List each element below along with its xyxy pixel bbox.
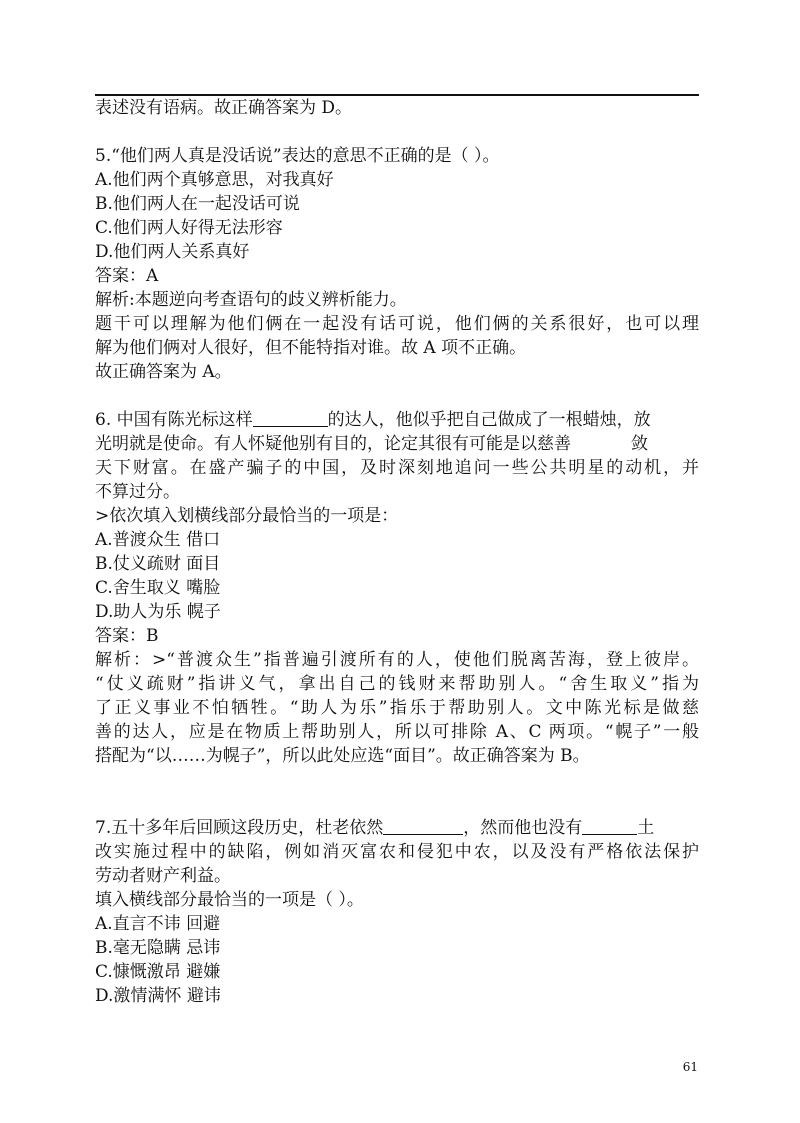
q6-analysis-line: “仗义疏财”指讲义气，拿出自己的钱财来帮助别人。“舍生取义”指为	[95, 674, 699, 694]
q5-option-b: B.他们两人在一起没话可说	[95, 194, 300, 214]
q5-option-c: C.他们两人好得无法形容	[95, 218, 283, 238]
q7-option-c: C.慷慨激昂 避嫌	[95, 962, 221, 982]
q6-stem-line-3: 天下财富。在盛产骗子的中国，及时深刻地追问一些公共明星的动机，并	[95, 458, 699, 478]
q7-option-b: B.毫无隐瞒 忌讳	[95, 938, 221, 958]
q6-stem-line-2	[95, 432, 699, 456]
q6-analysis-line: 善的达人，应是在物质上帮助别人，所以可排除 A、C 两项。“幌子”一般	[95, 722, 699, 742]
q6-option-a: A.普渡众生 借口	[95, 530, 221, 550]
q7-prompt: 填入横线部分最恰当的一项是（ ）。	[95, 890, 364, 910]
q5-answer: 答案：A	[95, 266, 159, 286]
q6-stem-text: 光明就是使命。有人怀疑他别有目的，论定其很有可能是以慈善	[95, 434, 571, 454]
q7-stem-line-1	[95, 816, 699, 840]
q7-stem-text: 土	[637, 818, 655, 838]
q7-stem-line-2: 改实施过程中的缺陷，例如消灭富农和侵犯中农，以及没有严格依法保护	[95, 842, 699, 862]
answer-blank	[383, 818, 463, 835]
question-6	[95, 408, 699, 768]
q6-option-b: B.仗义疏财 面目	[95, 554, 221, 574]
answer-blank	[571, 434, 631, 451]
q6-answer: 答案：B	[95, 626, 159, 646]
q5-stem: 5.“他们两人真是没话说”表达的意思不正确的是（ ）。	[95, 146, 500, 166]
q5-analysis-line: 解析:本题逆向考查语句的歧义辨析能力。	[95, 290, 407, 310]
question-7	[95, 816, 699, 1008]
q7-stem-text: ，然而他也没有	[463, 818, 583, 838]
q6-stem-line-1	[95, 408, 699, 432]
page-number: 61	[682, 1060, 698, 1074]
q7-stem-line-3: 劳动者财产利益。	[95, 866, 231, 886]
q6-analysis-line: 解析：>“普渡众生”指普遍引渡所有的人，使他们脱离苦海，登上彼岸。	[95, 650, 699, 670]
q6-option-d: D.助人为乐 幌子	[95, 602, 221, 622]
q6-stem-text: 的达人，他似乎把自己做成了一根蜡烛，放	[327, 410, 651, 430]
answer-blank	[253, 410, 328, 427]
top-line: 表述没有语病。故正确答案为 D。	[95, 98, 353, 118]
q5-option-d: D.他们两人关系真好	[95, 242, 250, 262]
q7-stem-text: 7.五十多年后回顾这段历史，杜老依然	[95, 818, 384, 838]
q5-analysis-line: 题干可以理解为他们俩在一起没有话可说，他们俩的关系很好，也可以理	[95, 314, 699, 334]
q6-prompt: >依次填入划横线部分最恰当的一项是：	[95, 506, 399, 526]
q6-option-c: C.舍生取义 嘴脸	[95, 578, 221, 598]
q7-option-a: A.直言不讳 回避	[95, 914, 221, 934]
q7-option-d: D.激情满怀 避讳	[95, 986, 221, 1006]
page-content	[95, 96, 699, 1008]
q6-stem-text: 敛	[631, 434, 648, 454]
q5-analysis-line: 故正确答案为 A。	[95, 362, 232, 382]
q5-option-a: A.他们两个真够意思，对我真好	[95, 170, 334, 190]
q6-stem-line-4: 不算过分。	[95, 482, 180, 502]
q6-analysis-line: 了正义事业不怕牺牲。“助人为乐”指乐于帮助别人。文中陈光标是做慈	[95, 698, 699, 718]
q5-analysis-line: 解为他们俩对人很好，但不能特指对谁。故 A 项不正确。	[95, 338, 527, 358]
answer-blank	[582, 818, 637, 835]
q6-analysis-line: 搭配为“以……为幌子”，所以此处应选“面目”。故正确答案为 B。	[95, 746, 590, 766]
q6-stem-text: 6. 中国有陈光标这样	[95, 410, 253, 430]
question-5	[95, 144, 699, 384]
